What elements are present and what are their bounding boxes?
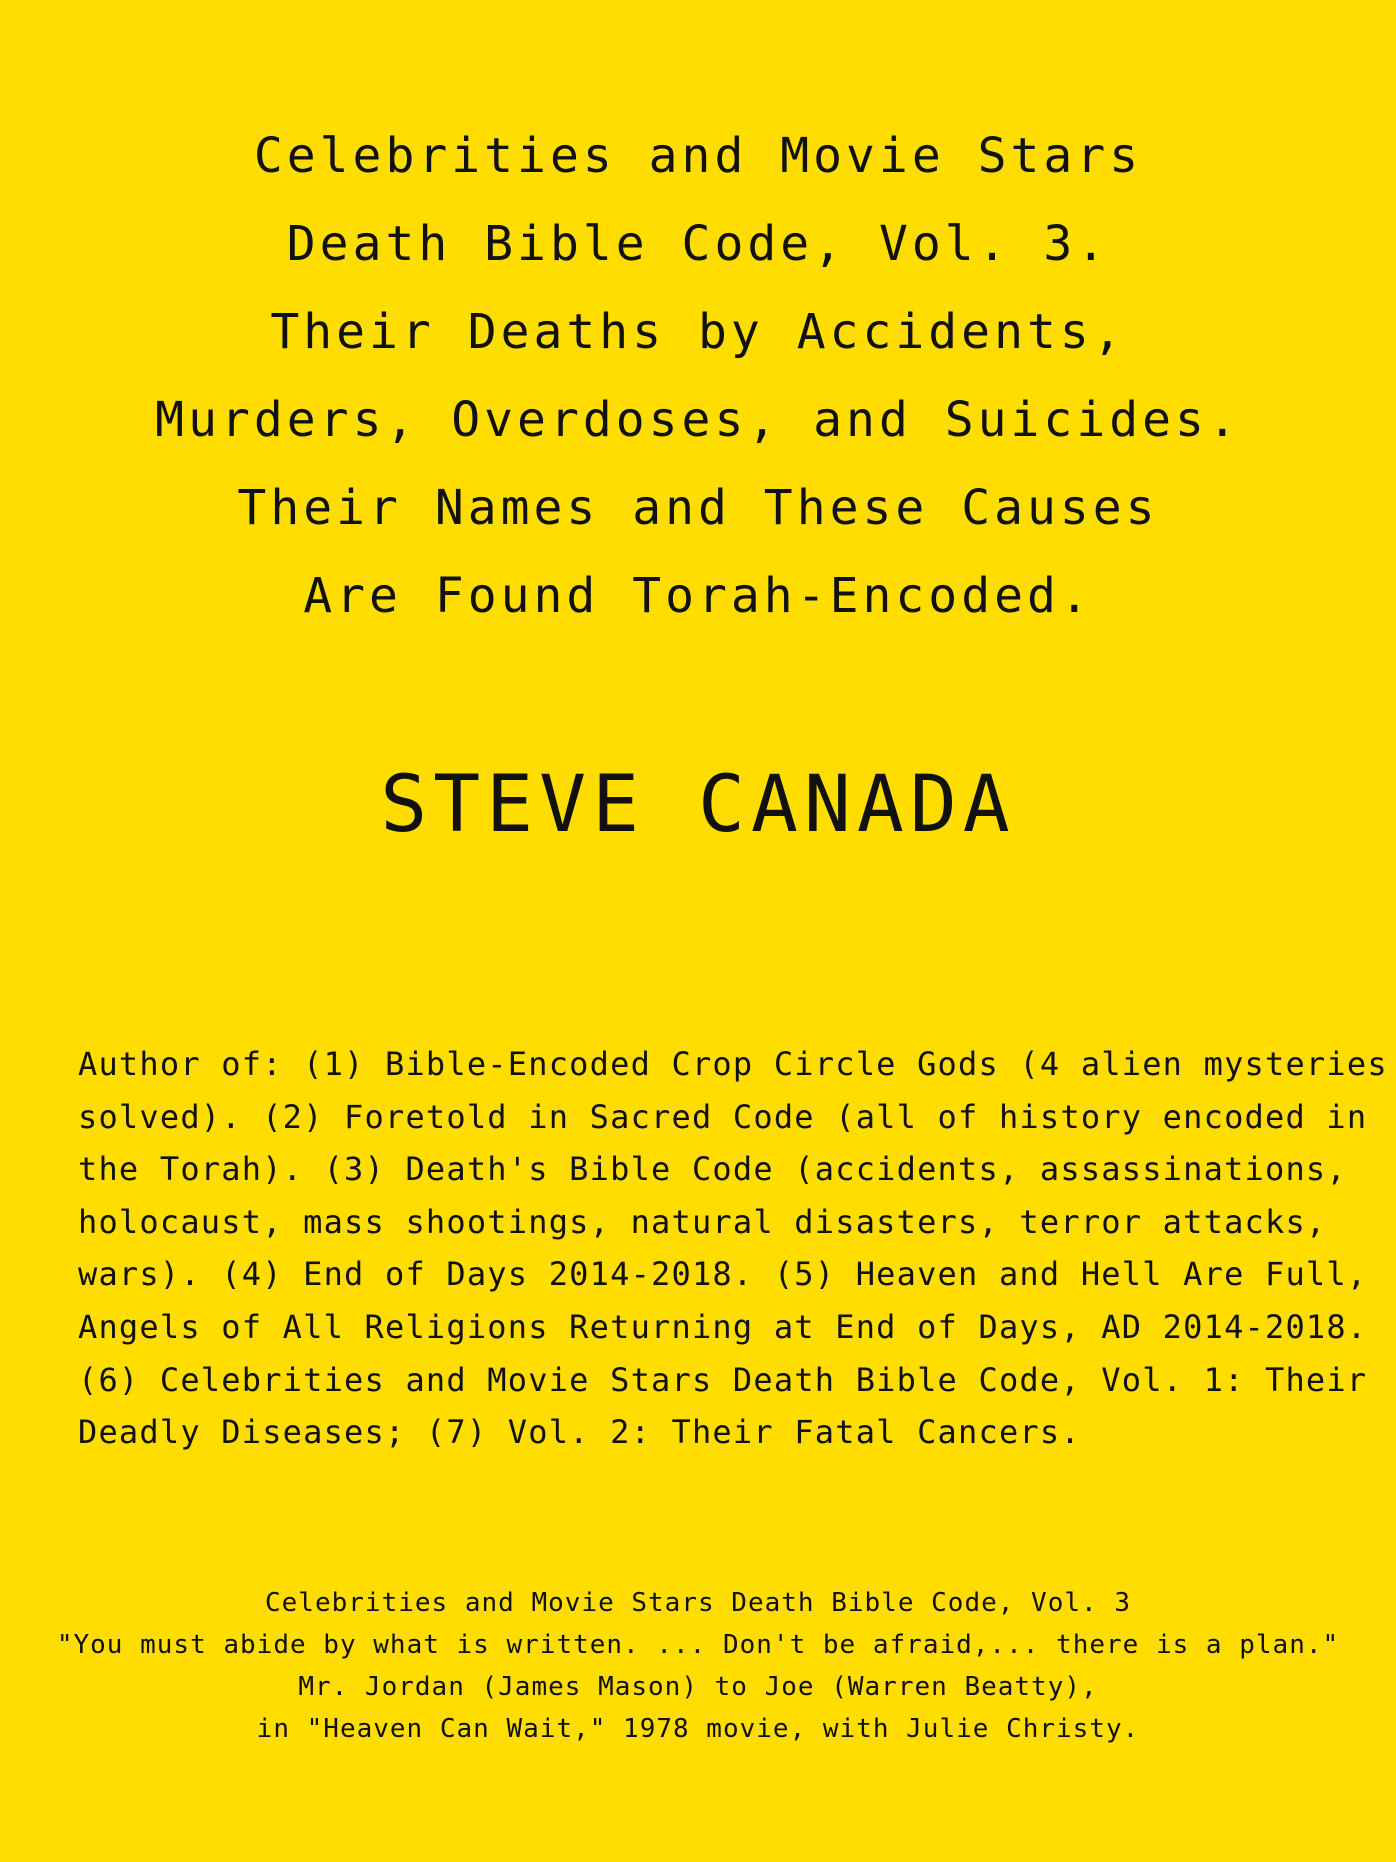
author-name: STEVE CANADA	[380, 760, 1016, 850]
title-line: Celebrities and Movie Stars	[253, 128, 1143, 184]
title-line: Their Deaths by Accidents,	[270, 304, 1126, 360]
bio-line: Deadly Diseases; (7) Vol. 2: Their Fatal Cancers.	[78, 1413, 1081, 1452]
bio-line: Author of: (1) Bible-Encoded Crop Circle Gods (4 alien mysteries	[78, 1045, 1388, 1083]
bio-line: holocaust, mass shootings, natural disasters, terror attacks,	[78, 1202, 1327, 1241]
epigraph-line: Mr. Jordan (James Mason) to Joe (Warren Beatty),	[298, 1672, 1098, 1702]
epigraph-line: Celebrities and Movie Stars Death Bible Code, Vol. 3	[265, 1588, 1131, 1618]
title-line: Their Names and These Causes	[237, 480, 1159, 536]
epigraph-line: in "Heaven Can Wait," 1978 movie, with Julie Christy.	[256, 1714, 1140, 1744]
epigraph	[0, 1582, 1396, 1750]
book-title	[60, 112, 1336, 640]
bio-line: solved). (2) Foretold in Sacred Code (all of history encoded in	[78, 1097, 1368, 1136]
epigraph-line: "You must abide by what is written. ... Don't be afraid,... there is a plan."	[56, 1630, 1340, 1660]
bio-line: (6) Celebrities and Movie Stars Death Bible Code, Vol. 1: Their	[78, 1360, 1368, 1399]
bio-line: wars). (4) End of Days 2014-2018. (5) Heaven and Hell Are Full,	[78, 1255, 1368, 1294]
title-line: Murders, Overdoses, and Suicides.	[155, 392, 1241, 448]
bio-line: the Torah). (3) Death's Bible Code (accidents, assassinations,	[78, 1150, 1347, 1189]
title-line: Death Bible Code, Vol. 3.	[286, 216, 1110, 272]
title-line: Are Found Torah-Encoded.	[303, 568, 1093, 624]
author-bio	[78, 1038, 1388, 1459]
bio-line: Angels of All Religions Returning at End of Days, AD 2014-2018.	[78, 1307, 1368, 1346]
